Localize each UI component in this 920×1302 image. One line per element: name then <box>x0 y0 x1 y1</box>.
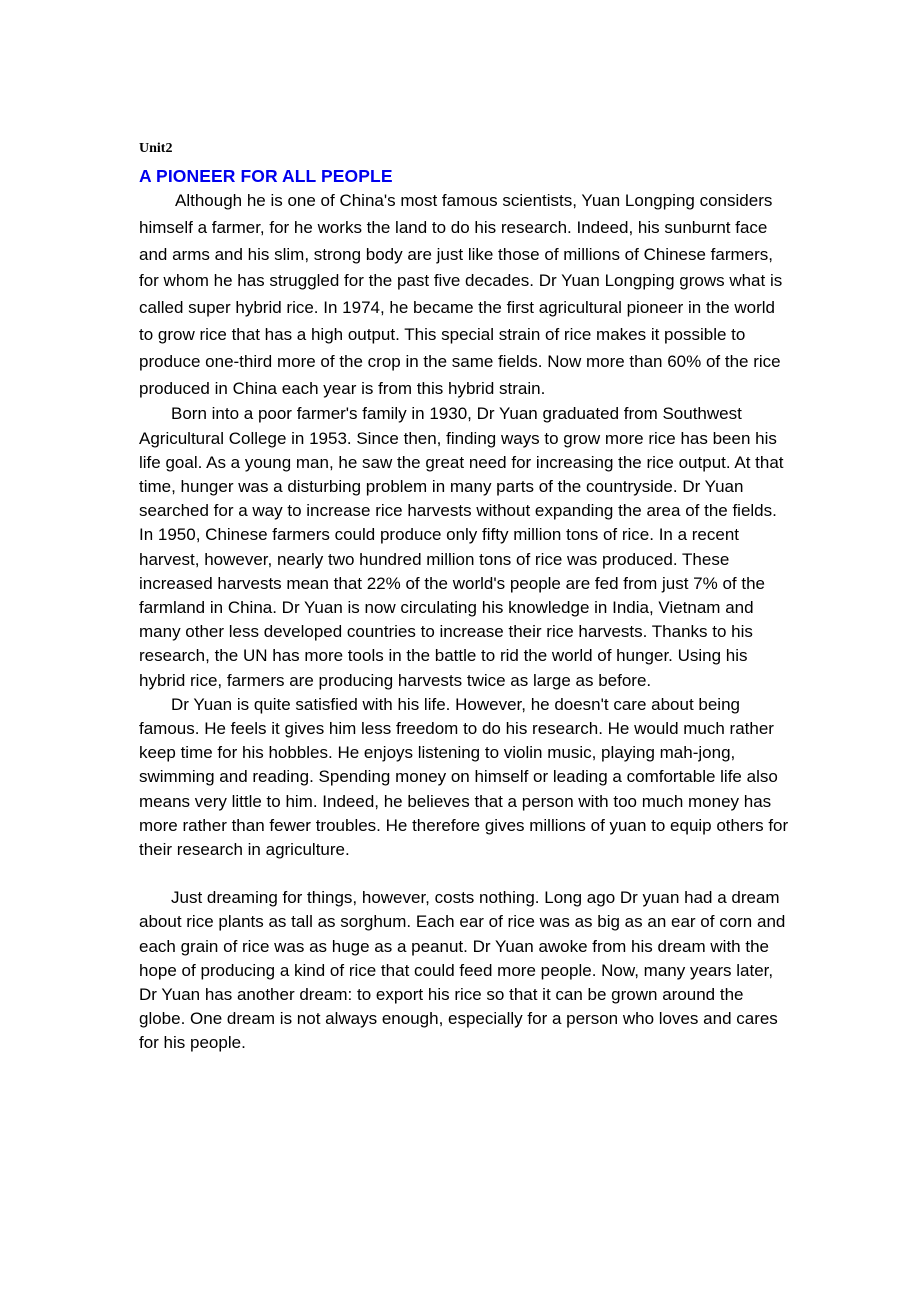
paragraph-1: Although he is one of China's most famous scientists, Yuan Longping considers himself a farmer, for he works the land to do his research. Indeed, his sunburnt face and arms and his slim, strong body are just like those of millions of Chinese farmers, for whom he has struggled for the past five decades. Dr Yuan Longping grows what is called super hybrid rice. In 1974, he became the first agricultural pioneer in the world to grow rice that has a high output. This special strain of rice makes it possible to produce one-third more of the crop in the same fields. Now more than 60% of the rice produced in China each year is from this hybrid strain. <box>139 191 783 398</box>
document-page <box>139 140 789 1056</box>
unit-label: Unit2 <box>139 141 173 156</box>
paragraph-4: Just dreaming for things, however, costs nothing. Long ago Dr yuan had a dream about rice plants as tall as sorghum. Each ear of rice was as big as an ear of corn and each grain of rice was as huge as a peanut. Dr Yuan awoke from his dream with the hope of producing a kind of rice that could feed more people. Now, many years later, Dr Yuan has another dream: to export his rice so that it can be grown around the globe. One dream is not always enough, especially for a person who loves and cares for his people. <box>139 888 786 1053</box>
paragraph-3: Dr Yuan is quite satisfied with his life. However, he doesn't care about being famous. He feels it gives him less freedom to do his research. He would much rather keep time for his hobbles. He enjoys listening to violin music, playing mah-jong, swimming and reading. Spending money on himself or leading a comfortable life also means very little to him. Indeed, he believes that a person with too much money has more rather than fewer troubles. He therefore gives millions of yuan to equip others for their research in agriculture. <box>139 694 789 860</box>
paragraph-2: Born into a poor farmer's family in 1930, Dr Yuan graduated from Southwest Agricultural College in 1953. Since then, finding ways to grow more rice has been his life goal. As a young man, he saw the great need for increasing the rice output. At that time, hunger was a disturbing problem in many parts of the countryside. Dr Yuan searched for a way to increase rice harvests without expanding the area of the fields. In 1950, Chinese farmers could produce only fifty million tons of rice. In a recent harvest, however, nearly two hundred million tons of rice was produced. These increased harvests mean that 22% of the world's people are fed from just 7% of the farmland in China. Dr Yuan is now circulating his knowledge in India, Vietnam and many other less developed countries to increase their rice harvests. Thanks to his research, the UN has more tools in the battle to rid the world of hunger. Using his hybrid rice, farmers are producing harvests twice as large as before. <box>139 404 784 690</box>
article-title: A PIONEER FOR ALL PEOPLE <box>139 166 393 186</box>
